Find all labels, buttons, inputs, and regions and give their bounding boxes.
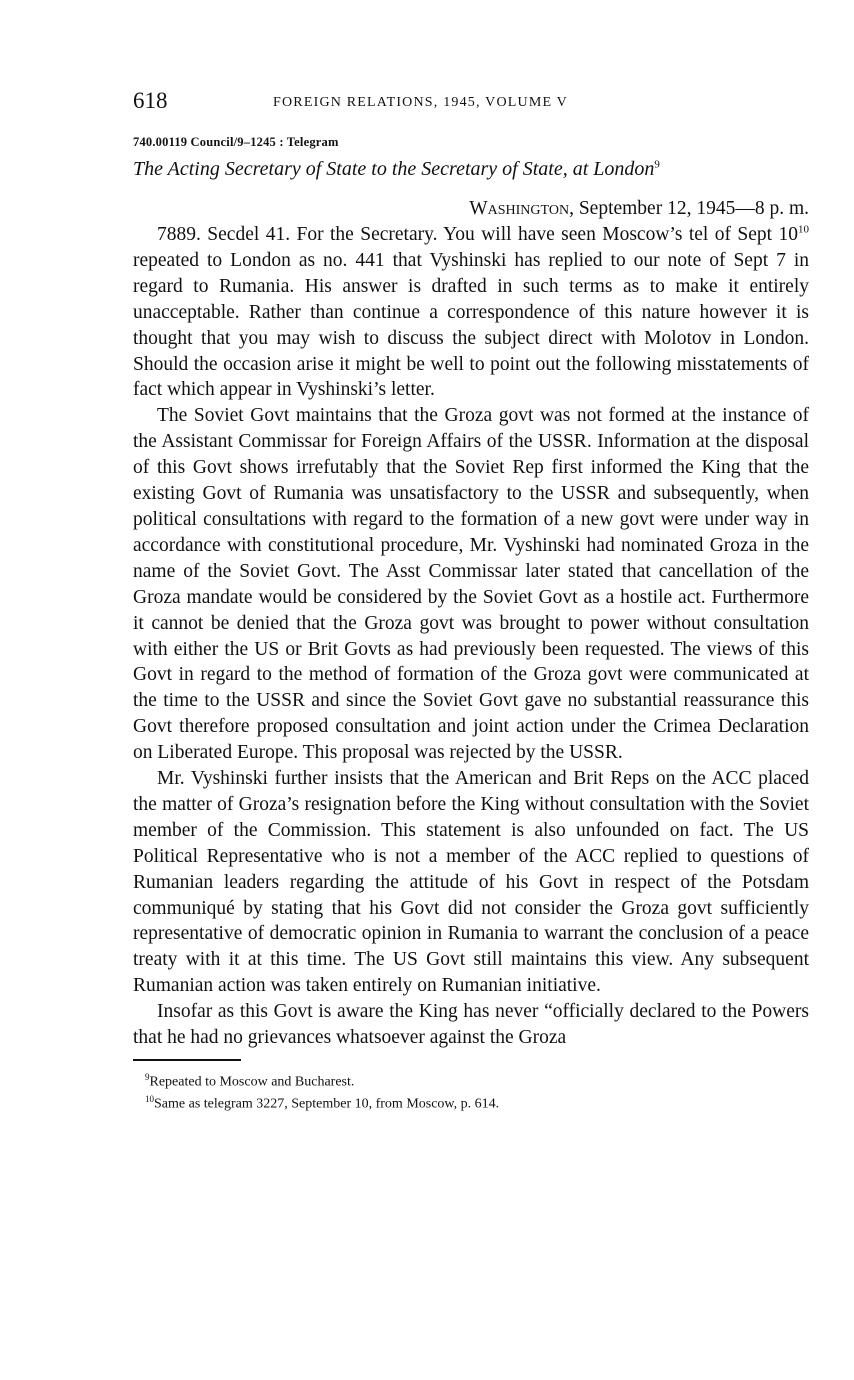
document-title-text: The Acting Secretary of State to the Secretary of State, at London	[133, 158, 655, 180]
document-title	[133, 156, 809, 182]
footnote-divider	[133, 1059, 241, 1061]
paragraph-1-part-a: 7889. Secdel 41. For the Secretary. You will have seen Moscow’s tel of Sept 10	[157, 224, 798, 245]
footnote-text: Repeated to Moscow and Bucharest.	[149, 1074, 355, 1090]
paragraph-2: The Soviet Govt maintains that the Groza govt was not formed at the instance of the Assistant Commissar for Foreign Affairs of the USSR. Information at the disposal of this Govt shows irrefutably that the Soviet Rep first informed the King that the existing Govt of Rumania was unsatisfactory to the USSR and subsequently, when political consultations with regard to the formation of a new govt were under way in accordance with constitutional procedure, Mr. Vyshinski had nominated Groza in the name of the Soviet Govt. The Asst Commissar later stated that cancellation of the Groza mandate would be considered by the Soviet Govt as a hostile act. Furthermore it cannot be denied that the Groza govt was brought to power without consultation with either the US or Brit Govts as had previously been requested. The views of this Govt in regard to the method of formation of the Groza govt were communicated at the time to the USSR and since the Soviet Govt gave no substantial reassurance this Govt therefore proposed consultation and joint action under the Crimea Declaration on Liberated Europe. This proposal was rejected by the USSR.	[133, 405, 809, 764]
footnote-mark: 9	[145, 1072, 150, 1082]
dateline-date: , September 12, 1945—8 p. m.	[569, 198, 809, 219]
running-title: FOREIGN RELATIONS, 1945, VOLUME V	[273, 95, 568, 110]
dateline	[133, 196, 809, 222]
document-page	[133, 88, 809, 1112]
running-header	[133, 88, 809, 118]
page-number: 618	[133, 88, 168, 113]
footnote-reference-10: 10	[798, 223, 809, 236]
footnote-mark: 10	[145, 1093, 154, 1104]
dateline-place: Washington	[469, 198, 570, 219]
paragraph-4: Insofar as this Govt is aware the King has never “officially declared to the Powers that he had no grievances whatsoever against the Groza	[133, 1001, 809, 1049]
telegram-body	[133, 222, 809, 1051]
footnote-reference-9: 9	[654, 158, 660, 171]
paragraph-3: Mr. Vyshinski further insists that the American and Brit Reps on the ACC placed the matter of Groza’s resignation before the King without consultation with the Soviet member of the Commission. This statement is also unfounded on fact. The US Political Representative who is not a member of the ACC replied to questions of Rumanian leaders regarding the attitude of his Govt in respect of the Potsdam communiqué by stating that his Govt did not consider the Groza govt sufficiently representative of democratic opinion in Rumania to warrant the conclusion of a peace treaty with it at this time. The US Govt still maintains this view. Any subsequent Rumanian action was taken entirely on Rumanian initiative.	[133, 768, 809, 997]
footnote-10	[133, 1091, 809, 1113]
paragraph-1	[133, 222, 809, 403]
file-number: 740.00119 Council/9–1245 : Telegram	[133, 135, 339, 149]
footnotes	[133, 1069, 809, 1112]
footnote-9	[133, 1069, 809, 1091]
paragraph-1-part-b: repeated to London as no. 441 that Vyshinski has replied to our note of Sept 7 in regard to Rumania. His answer is drafted in such terms as to make it entirely unacceptable. Rather than continue a correspondence of this nature however it is thought that you may wish to discuss the subject direct with Molotov in London. Should the occasion arise it might be well to point out the following misstatements of fact which appear in Vyshinski’s letter.	[133, 249, 809, 401]
footnote-text: Same as telegram 3227, September 10, from Moscow, p. 614.	[154, 1096, 500, 1112]
